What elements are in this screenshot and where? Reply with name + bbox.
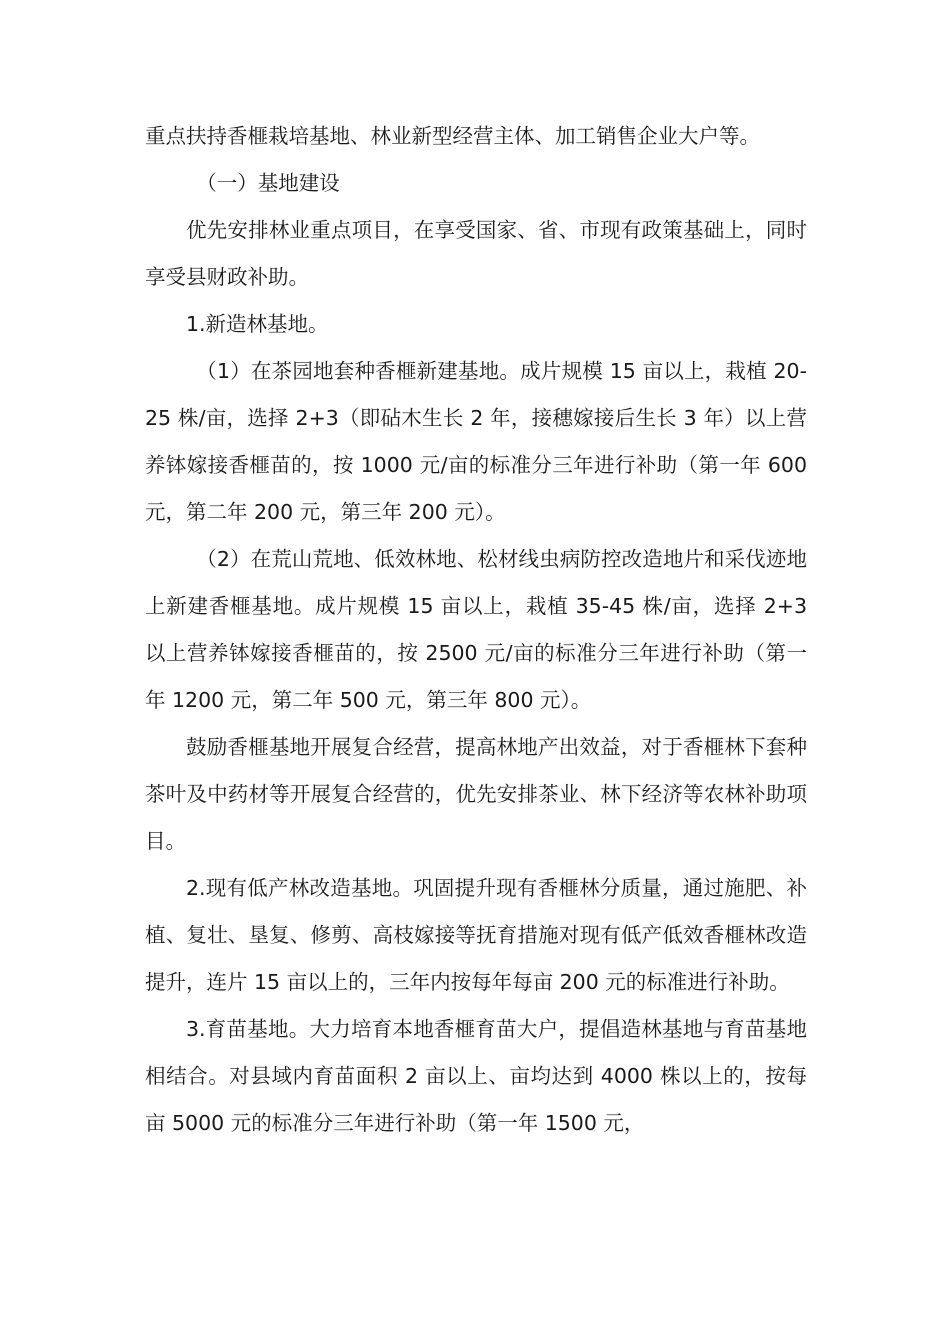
document-body <box>145 113 807 1147</box>
paragraph-nursery-base: 3.育苗基地。大力培育本地香榧育苗大户，提倡造林基地与育苗基地相结合。对县域内育苗面积 2 亩以上、亩均达到 4000 株以上的，按每亩 5000 元的标准分三年进行补助（第一年 1500 元， <box>145 1017 807 1135</box>
paragraph-barren-land-base: （2）在荒山荒地、低效林地、松材线虫病防控改造地片和采伐迹地上新建香榧基地。成片规模 15 亩以上，栽植 35-45 株/亩，选择 2+3 以上营养钵嫁接香榧苗的，按 2500 元/亩的标准分三年进行补助（第一年 1200 元，第二年 500 元，第三年 800 元）。 <box>145 547 807 712</box>
section-heading-base-construction: （一）基地建设 <box>196 171 340 195</box>
paragraph-compound-management: 鼓励香榧基地开展复合经营，提高林地产出效益，对于香榧林下套种茶叶及中药材等开展复合经营的，优先安排茶业、林下经济等农林补助项目。 <box>145 735 807 853</box>
paragraph-tea-garden-base: （1）在茶园地套种香榧新建基地。成片规模 15 亩以上，栽植 20-25 株/亩，选择 2+3（即砧木生长 2 年，接穗嫁接后生长 3 年）以上营养钵嫁接香榧苗的，按 1000 元/亩的标准分三年进行补助（第一年 600 元，第二年 200 元，第三年 200 元）。 <box>145 359 807 524</box>
paragraph-low-yield-improvement: 2.现有低产林改造基地。巩固提升现有香榧林分质量，通过施肥、补植、复壮、垦复、修剪、高枝嫁接等抚育措施对现有低产低效香榧林改造提升，连片 15 亩以上的，三年内按每年每亩 200 元的标准进行补助。 <box>145 876 807 994</box>
subheading-new-forest-base: 1.新造林基地。 <box>186 312 329 336</box>
paragraph-intro: 重点扶持香榧栽培基地、林业新型经营主体、加工销售企业大户等。 <box>145 124 760 148</box>
paragraph-priority-projects: 优先安排林业重点项目，在享受国家、省、市现有政策基础上，同时享受县财政补助。 <box>145 218 807 289</box>
